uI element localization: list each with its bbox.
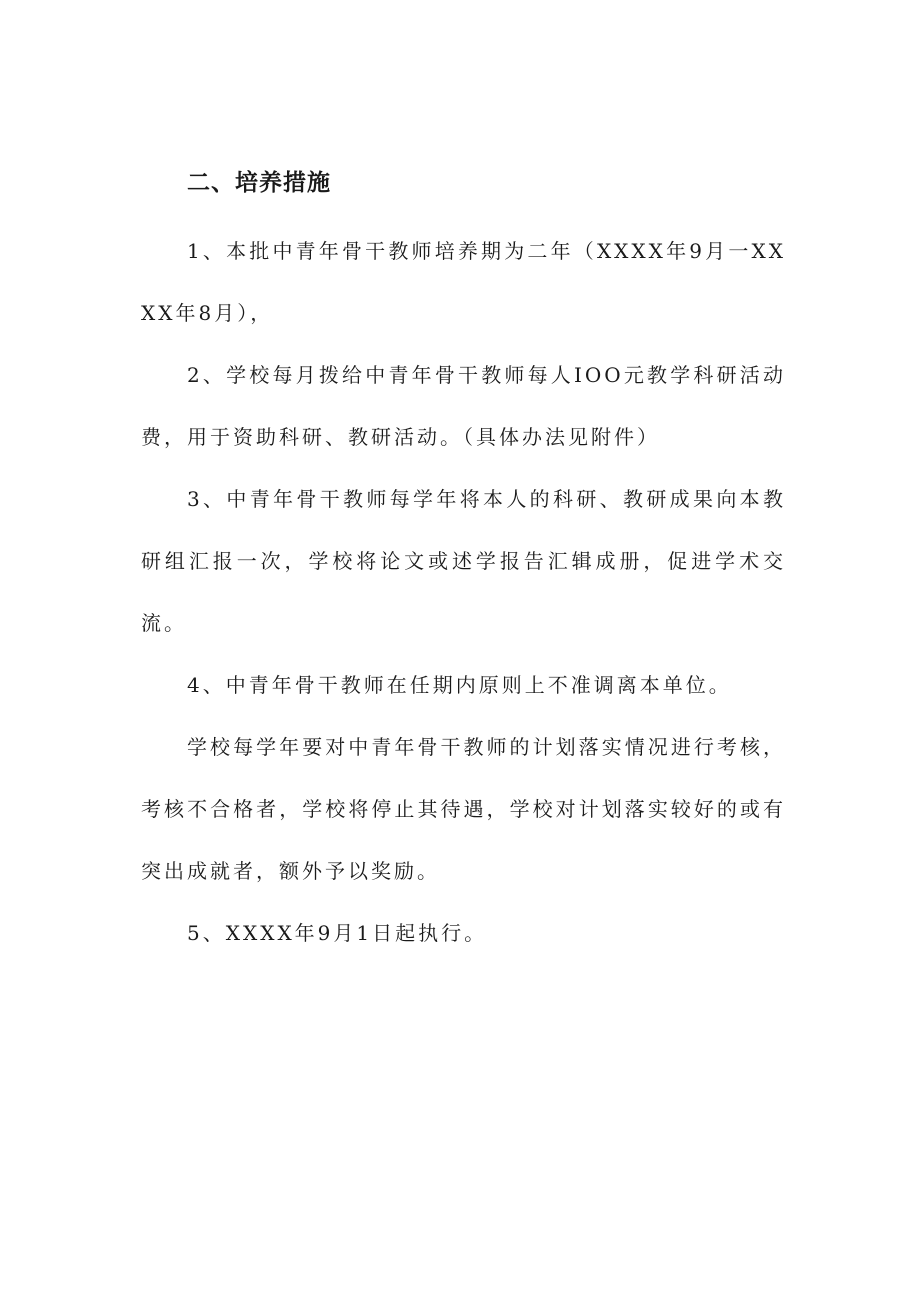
paragraph-assessment: 学校每学年要对中青年骨干教师的计划落实情况进行考核，考核不合格者，学校将停止其待遇，学校对计划落实较好的或有突出成就者，额外予以奖励。 xyxy=(141,735,786,883)
section-heading: 二、培养措施 xyxy=(187,170,331,196)
paragraph-no-transfer: 4、中青年骨干教师在任期内原则上不准调离本单位。 xyxy=(187,673,732,697)
paragraph-reporting: 3、中青年骨干教师每学年将本人的科研、教研成果向本教研组汇报一次，学校将论文或述学报告汇辑成册，促进学术交流。 xyxy=(141,487,786,635)
paragraph-effective-date: 5、XXXX年9月1日起执行。 xyxy=(187,921,488,945)
paragraph-funding: 2、学校每月拨给中青年骨干教师每人IOO元教学科研活动费，用于资助科研、教研活动。（具体办法见附件） xyxy=(141,363,786,449)
document-body xyxy=(141,160,786,964)
paragraph-training-period: 1、本批中青年骨干教师培养期为二年（XXXX年9月一XXXX年8月）， xyxy=(141,239,786,325)
